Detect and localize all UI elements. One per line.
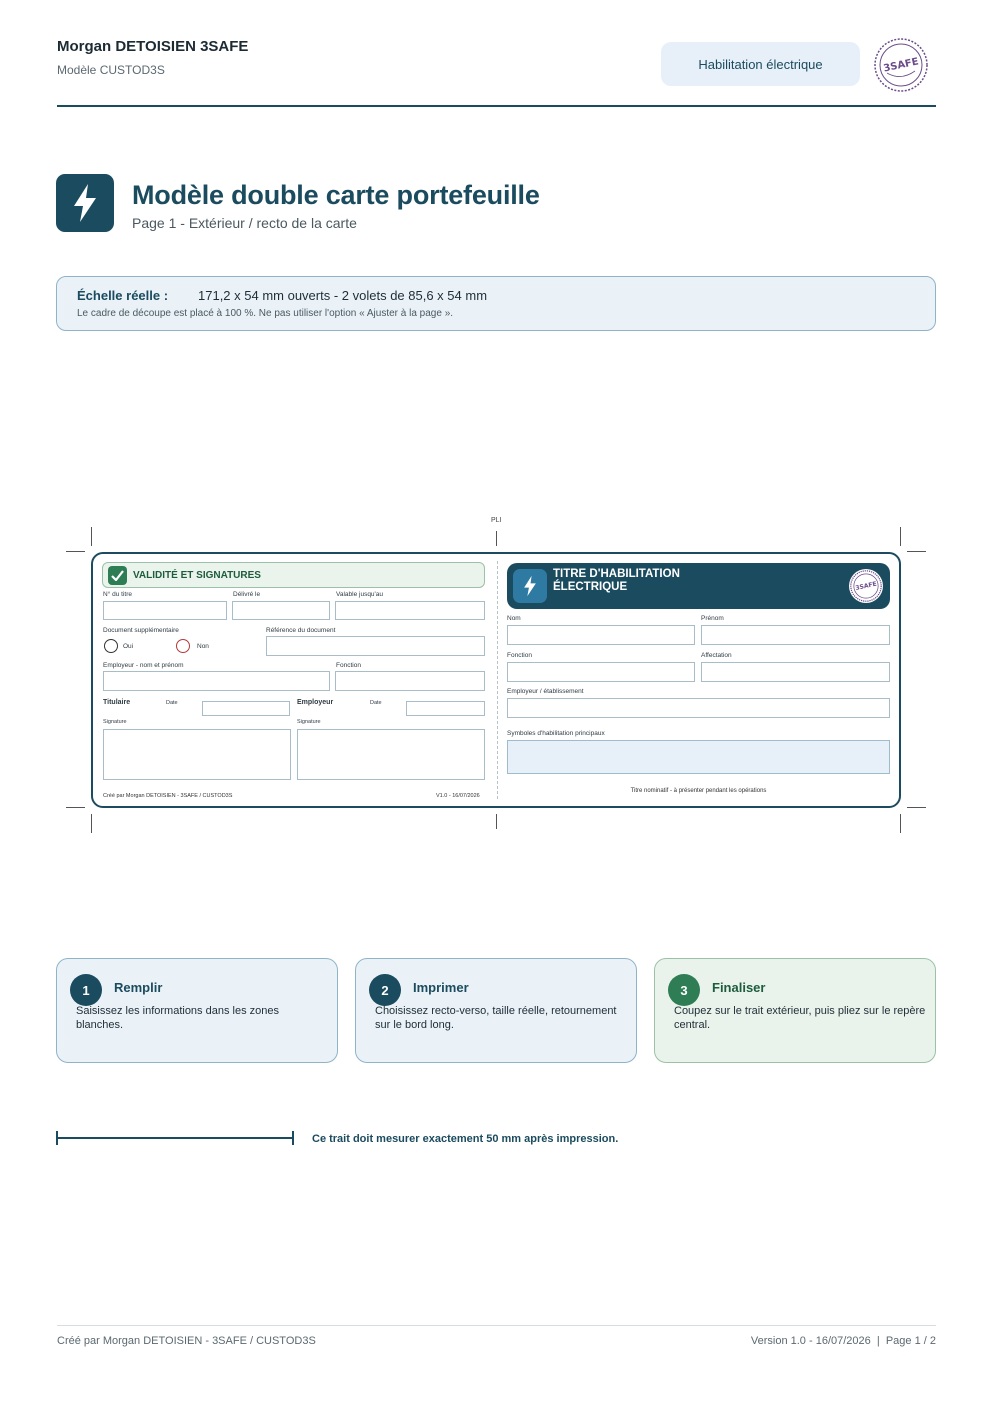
crop-mark — [496, 814, 497, 829]
scale-label: Échelle réelle : — [77, 288, 169, 303]
doc-reference-field[interactable] — [266, 636, 485, 656]
measure-text: Ce trait doit mesurer exactement 50 mm après impression. — [312, 1133, 619, 1145]
establishment-field[interactable] — [507, 698, 890, 718]
step-card-1 — [56, 958, 338, 1063]
firstname-field[interactable] — [701, 625, 890, 645]
page-title: Modèle double carte portefeuille — [132, 180, 540, 210]
holder-signature-label: Signature — [103, 719, 127, 725]
holder-signature-field[interactable] — [103, 729, 291, 780]
validity-title: VALIDITÉ ET SIGNATURES — [133, 570, 261, 581]
author-name: Morgan DETOISIEN 3SAFE — [57, 38, 249, 55]
habilitation-title-line1: TITRE D'HABILITATION — [553, 568, 680, 580]
habilitation-title-line2: ÉLECTRIQUE — [553, 581, 628, 593]
seal-logo — [873, 37, 929, 93]
validity-band — [102, 562, 485, 588]
crop-mark — [900, 527, 901, 546]
step-text: Coupez sur le trait extérieur, puis pliez sur le repère central. — [674, 1005, 926, 1031]
firstname-label: Prénom — [701, 615, 724, 622]
holder-date-field[interactable] — [202, 701, 290, 716]
employer-date-label: Date — [370, 700, 382, 706]
holder-date-label: Date — [166, 700, 178, 706]
radio-yes-label: Oui — [123, 643, 134, 650]
title-number-label: N° du titre — [103, 591, 132, 598]
seal-icon — [849, 569, 883, 603]
step-title: Finaliser — [712, 980, 766, 995]
employer-name-label: Employeur - nom et prénom — [103, 662, 184, 669]
step-card-2 — [355, 958, 637, 1063]
svg-text:3SAFE: 3SAFE — [882, 56, 920, 75]
habilitation-title — [553, 568, 680, 594]
right-function-label: Fonction — [507, 652, 532, 659]
symbols-label: Symboles d'habilitation principaux — [507, 730, 605, 737]
check-icon — [108, 566, 127, 585]
issued-date-field[interactable] — [232, 601, 330, 620]
function-field[interactable] — [335, 671, 485, 691]
step-number: 2 — [369, 974, 401, 1006]
holder-label: Titulaire — [103, 699, 131, 706]
step-text: Choisissez recto-verso, taille réelle, retournement sur le bord long. — [375, 1005, 617, 1031]
lightning-icon — [513, 569, 547, 603]
card-right-footer: Titre nominatif - à présenter pendant les opérations — [630, 788, 767, 794]
category-badge — [661, 42, 860, 86]
employer-date-field[interactable] — [406, 701, 485, 716]
fold-label: PLI — [491, 517, 502, 524]
header-divider — [57, 105, 936, 107]
step-card-3 — [654, 958, 936, 1063]
lightning-icon — [70, 183, 100, 223]
step-text: Saisissez les informations dans les zones blanches. — [76, 1005, 279, 1031]
measure-bar — [57, 1137, 293, 1139]
step-title: Imprimer — [413, 980, 469, 995]
footer-divider — [57, 1325, 936, 1326]
measure-bar-end — [292, 1131, 294, 1145]
scale-value: 171,2 x 54 mm ouverts - 2 volets de 85,6 x 54 mm — [198, 288, 488, 303]
crop-mark — [91, 814, 92, 833]
function-label: Fonction — [336, 662, 361, 669]
doc-reference-label: Référence du document — [266, 627, 336, 634]
employer-signature-field[interactable] — [297, 729, 485, 780]
crop-mark — [66, 551, 85, 552]
svg-text:3SAFE: 3SAFE — [854, 580, 878, 592]
employer-name-field[interactable] — [103, 671, 330, 691]
crop-mark — [66, 807, 85, 808]
valid-until-field[interactable] — [335, 601, 485, 620]
habilitation-band — [507, 563, 890, 609]
footer-version-page: Version 1.0 - 16/07/2026 | Page 1 / 2 — [750, 1335, 936, 1347]
crop-mark — [907, 807, 926, 808]
employer-label: Employeur — [297, 699, 334, 706]
model-name: Modèle CUSTOD3S — [57, 63, 165, 77]
assignment-label: Affectation — [701, 652, 732, 659]
establishment-label: Employeur / établissement — [507, 688, 584, 695]
assignment-field[interactable] — [701, 662, 890, 682]
title-number-field[interactable] — [103, 601, 227, 620]
surname-field[interactable] — [507, 625, 695, 645]
valid-until-label: Valable jusqu'au — [336, 591, 384, 598]
radio-no[interactable] — [176, 639, 190, 653]
crop-mark — [496, 531, 497, 546]
surname-label: Nom — [507, 615, 521, 622]
issued-date-label: Délivré le — [233, 591, 261, 598]
seal-icon — [873, 37, 929, 93]
crop-mark — [91, 527, 92, 546]
symbols-field[interactable] — [507, 740, 890, 774]
step-title: Remplir — [114, 980, 163, 995]
crop-mark — [900, 814, 901, 833]
fold-line — [497, 561, 498, 799]
card-left-footer: Créé par Morgan DETOISIEN - 3SAFE / CUSTOD3S — [103, 793, 233, 799]
step-number: 3 — [668, 974, 700, 1006]
employer-signature-label: Signature — [297, 719, 321, 725]
page-subtitle: Page 1 - Extérieur / recto de la carte — [132, 215, 357, 231]
radio-no-label: Non — [197, 643, 209, 650]
scale-note: Le cadre de découpe est placé à 100 %. Ne pas utiliser l'option « Ajuster à la page ». — [77, 308, 454, 319]
title-badge — [56, 174, 114, 232]
footer-credit: Créé par Morgan DETOISIEN - 3SAFE / CUSTOD3S — [57, 1335, 316, 1347]
step-number: 1 — [70, 974, 102, 1006]
category-badge-label: Habilitation électrique — [698, 56, 823, 72]
extra-doc-label: Document supplémentaire — [103, 627, 179, 634]
right-function-field[interactable] — [507, 662, 695, 682]
card-left-version: V1.0 - 16/07/2026 — [436, 793, 480, 799]
scale-info-box — [56, 276, 936, 331]
crop-mark — [907, 551, 926, 552]
radio-yes[interactable] — [104, 639, 118, 653]
